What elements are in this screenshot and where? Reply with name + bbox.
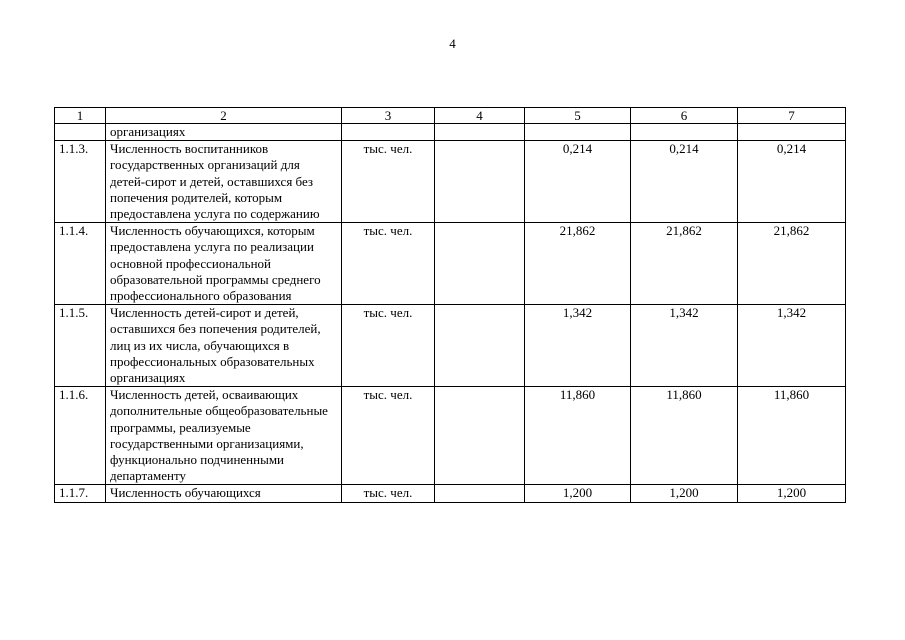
table-row xyxy=(55,223,846,305)
row-number: 1.1.7. xyxy=(55,485,106,502)
empty-cell xyxy=(435,485,525,502)
indicator-name: Численность обучающихся, которым предоставлена услуга по реализации основной профессиональной образовательной программы среднего профессионального образования xyxy=(106,223,342,305)
empty-cell xyxy=(435,387,525,485)
value-col7: 1,342 xyxy=(738,305,846,387)
unit-cell: тыс. чел. xyxy=(342,485,435,502)
value-col6: 21,862 xyxy=(631,223,738,305)
row-number: 1.1.3. xyxy=(55,141,106,223)
empty-cell xyxy=(435,141,525,223)
page-number: 4 xyxy=(449,36,456,51)
unit-cell: тыс. чел. xyxy=(342,223,435,305)
value-col6: 11,860 xyxy=(631,387,738,485)
value-col7: 0,214 xyxy=(738,141,846,223)
unit-cell: тыс. чел. xyxy=(342,141,435,223)
header-cell: 3 xyxy=(342,108,435,124)
value-col5: 1,200 xyxy=(525,485,631,502)
value-col6: 1,200 xyxy=(631,485,738,502)
unit-cell: тыс. чел. xyxy=(342,305,435,387)
row-number: 1.1.6. xyxy=(55,387,106,485)
indicator-name: Численность детей-сирот и детей, оставшихся без попечения родителей, лиц из их числа, обучающихся в профессиональных образовательных организациях xyxy=(106,305,342,387)
row-number xyxy=(55,124,106,141)
value-col7: 21,862 xyxy=(738,223,846,305)
row-number: 1.1.5. xyxy=(55,305,106,387)
table-row xyxy=(55,387,846,485)
unit-cell: тыс. чел. xyxy=(342,387,435,485)
empty-cell xyxy=(435,305,525,387)
value-col5 xyxy=(525,124,631,141)
empty-cell xyxy=(435,223,525,305)
empty-cell xyxy=(435,124,525,141)
indicator-name: Численность воспитанников государственных организаций для детей-сирот и детей, оставшихся без попечения родителей, которым предоставлена услуга по содержанию xyxy=(106,141,342,223)
indicator-name: организациях xyxy=(106,124,342,141)
indicator-name: Численность обучающихся xyxy=(106,485,342,502)
value-col6: 0,214 xyxy=(631,141,738,223)
header-cell: 7 xyxy=(738,108,846,124)
data-table xyxy=(54,107,846,503)
table-row xyxy=(55,124,846,141)
table-header-row xyxy=(55,108,846,124)
value-col5: 1,342 xyxy=(525,305,631,387)
header-cell: 4 xyxy=(435,108,525,124)
row-number: 1.1.4. xyxy=(55,223,106,305)
value-col7: 1,200 xyxy=(738,485,846,502)
table-row xyxy=(55,305,846,387)
header-cell: 1 xyxy=(55,108,106,124)
value-col5: 0,214 xyxy=(525,141,631,223)
table-row xyxy=(55,141,846,223)
value-col7: 11,860 xyxy=(738,387,846,485)
header-cell: 6 xyxy=(631,108,738,124)
header-cell: 2 xyxy=(106,108,342,124)
table-row xyxy=(55,485,846,502)
value-col5: 21,862 xyxy=(525,223,631,305)
value-col6: 1,342 xyxy=(631,305,738,387)
value-col7 xyxy=(738,124,846,141)
value-col5: 11,860 xyxy=(525,387,631,485)
header-cell: 5 xyxy=(525,108,631,124)
value-col6 xyxy=(631,124,738,141)
indicator-name: Численность детей, осваивающих дополнительные общеобразовательные программы, реализуемые государственными организациями, функционально подчиненными департаменту xyxy=(106,387,342,485)
unit-cell xyxy=(342,124,435,141)
